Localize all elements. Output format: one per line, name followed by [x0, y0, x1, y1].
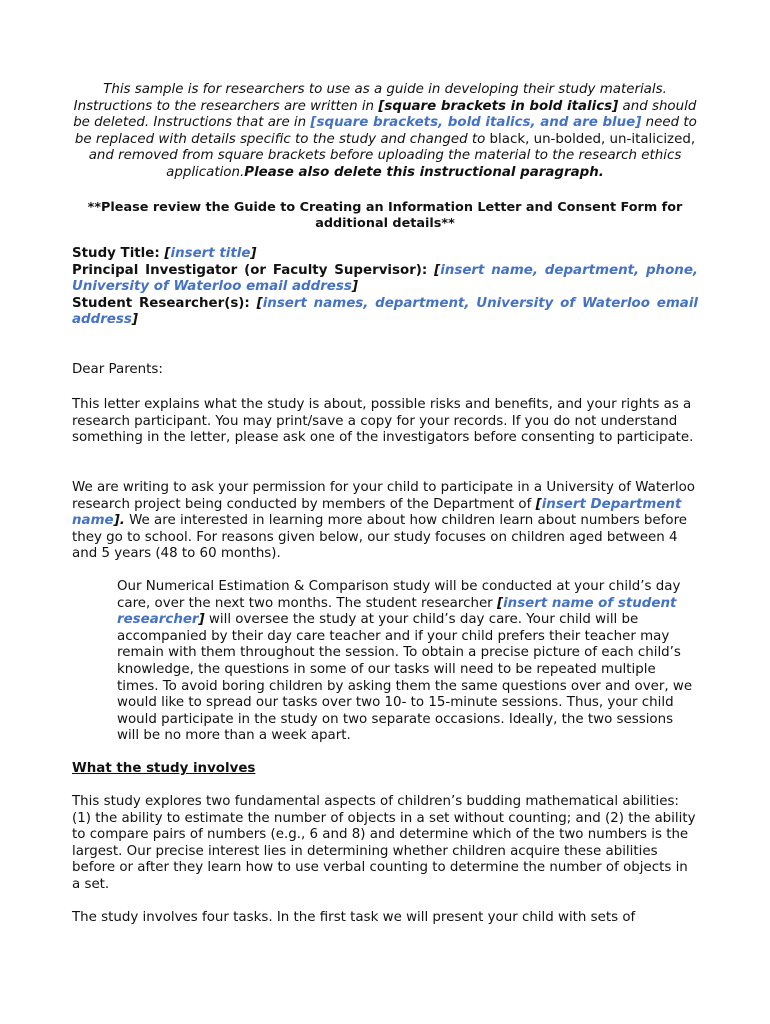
- bracket-open: [: [496, 595, 504, 611]
- section-heading: What the study involves: [72, 761, 256, 776]
- student-researcher-placeholder: insert name of student researcher: [117, 595, 677, 628]
- para2-text-a: We are writing to ask your permission for your child to participate in a University of Waterloo research project being conducted by members of the Department of: [72, 480, 695, 512]
- study-title-label: Study Title:: [72, 246, 165, 261]
- paragraph-study-conducted: [117, 579, 699, 745]
- bracket-close: ]: [351, 279, 358, 295]
- intro-bold-1: [square brackets in bold italics]: [378, 98, 619, 114]
- bracket-open: [: [164, 246, 171, 261]
- paragraph-permission: [72, 480, 698, 563]
- para2-text-b: We are interested in learning more about how children learn about numbers before they go to school. For reasons given below, our study focuses on children aged between 4 and 5 years (48 to 60 months).: [72, 513, 688, 562]
- study-info: [72, 246, 698, 329]
- bracket-open: [: [535, 496, 542, 512]
- paragraph-study-explores: This study explores two fundamental aspects of children’s budding mathematical abilities: (1) the ability to estimate the number of objects in a set without counting; and (2) the ability to compare pairs of numbers (e.g., 6 and 8) and determine which of the two numbers is the largest. Our precise interest lies in determining whether children acquire these abilities before or after they learn how to use verbal counting to determine the number of objects in a set.: [72, 794, 696, 892]
- student-researcher-label: Student Researcher(s):: [72, 295, 257, 311]
- paragraph-letter-explains: This letter explains what the study is about, possible risks and benefits, and your rights as a research participant. You may print/save a copy for your records. If you do not understand something in the letter, please ask one of the investigators before consenting to participate.: [72, 397, 694, 446]
- instructional-paragraph: [72, 82, 698, 182]
- intro-text-3: need to be replaced with details specific to the study and changed to: [74, 115, 697, 147]
- study-title-value: insert title: [170, 246, 251, 261]
- paragraph-four-tasks: The study involves four tasks. In the first task we will present your child with sets of: [72, 910, 636, 925]
- bracket-open: [: [256, 295, 263, 311]
- bracket-close: ].: [113, 513, 125, 529]
- bracket-close: ]: [250, 246, 257, 261]
- review-note: **Please review the Guide to Creating an Information Letter and Consent Form for additional details**: [87, 200, 683, 231]
- intro-text-2: and should be deleted. Instructions that are in: [73, 98, 697, 131]
- intro-text-5: and removed from square brackets before uploading the material to the research ethics application.: [88, 148, 682, 180]
- bracket-open: [: [434, 262, 441, 278]
- department-placeholder: insert Department name: [72, 496, 682, 529]
- bracket-close: ]: [131, 312, 138, 328]
- pi-label: Principal Investigator (or Faculty Supervisor):: [72, 262, 435, 278]
- para3-text-a: Our Numerical Estimation & Comparison study will be conducted at your child’s day care, over the next two months. The student researcher: [117, 579, 681, 611]
- intro-text-4: black, un-bolded, un-italicized,: [489, 131, 696, 147]
- pi-value: insert name, department, phone, University of Waterloo email address: [72, 262, 698, 295]
- intro-bold-2: Please also delete this instructional paragraph.: [244, 164, 604, 180]
- intro-blue-1: [square brackets, bold italics, and are blue]: [310, 115, 642, 131]
- salutation: Dear Parents:: [72, 362, 163, 377]
- intro-text-1: This sample is for researchers to use as a guide in developing their study materials. Instructions to the researchers are written in: [73, 82, 667, 114]
- bracket-close: ]: [198, 612, 205, 628]
- student-researcher-value: insert names, department, University of Waterloo email address: [72, 295, 698, 328]
- para3-text-b: will oversee the study at your child’s day care. Your child will be accompanied by their day care teacher and if your child prefers their teacher may remain with them throughout the session. To obtain a precise picture of each child’s knowledge, the questions in some of our tasks will need to be repeated multiple times. To avoid boring children by asking them the same questions over and over, we would like to spread our tasks over two 10- to 15-minute sessions. Thus, your child would participate in the study on two separate occasions. Ideally, the two sessions will be no more than a week apart.: [117, 612, 693, 744]
